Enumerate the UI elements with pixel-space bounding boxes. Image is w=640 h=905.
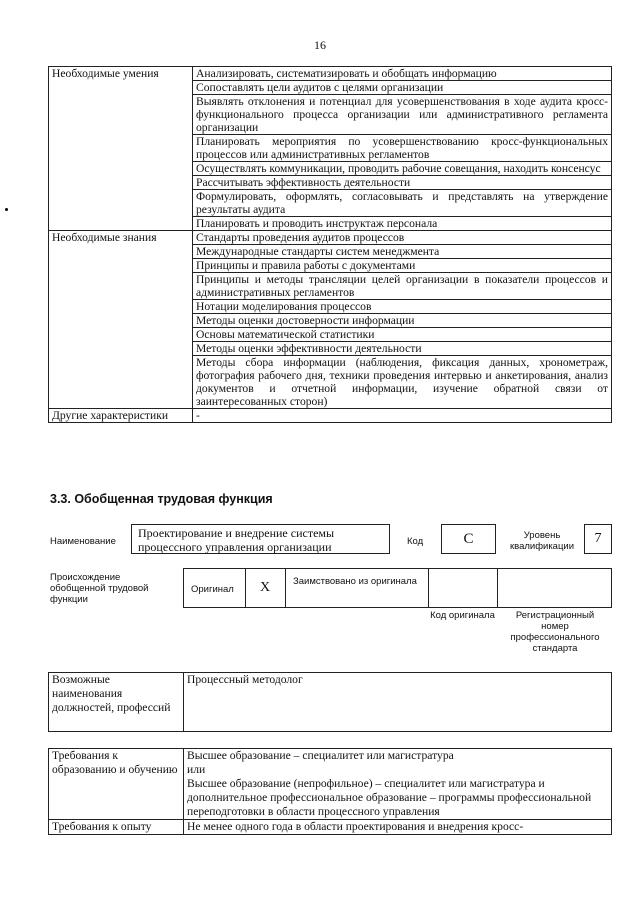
code-label: Код [407, 536, 424, 547]
skills-knowledge-table [48, 66, 612, 423]
origin-label: Происхождение обобщенной трудовой функции [50, 572, 149, 605]
table-row [49, 231, 612, 245]
table-row [49, 820, 612, 835]
skills-label: Необходимые умения [49, 67, 193, 231]
skill-item: Формулировать, оформлять, согласовывать и представлять на утверждение результаты аудита [193, 190, 612, 217]
knowledge-item: Принципы и методы трансляции целей организации в показатели процессов и административных регламентов [193, 273, 612, 300]
knowledge-item: Нотации моделирования процессов [193, 300, 612, 314]
skill-item: Планировать и проводить инструктаж персонала [193, 217, 612, 231]
experience-value: Не менее одного года в области проектирования и внедрения кросс- [184, 820, 612, 835]
knowledge-item: Методы сбора информации (наблюдения, фиксация данных, хронометраж, фотография рабочего дня, техники проведения интервью и анкетирования, анализ документов и отчетной информации, изучение обратной связи от заинтересованных сторон) [193, 356, 612, 409]
skill-item: Сопоставлять цели аудитов с целями организации [193, 81, 612, 95]
positions-label: Возможные наименования должностей, профессий [49, 673, 184, 732]
education-line: Высшее образование (непрофильное) – специалитет или магистратура и дополнительное профессиональное образование – программы профессиональной переподготовки в области процессного управления [187, 777, 592, 818]
code-original-caption: Код оригинала [430, 610, 495, 621]
function-name-box: Проектирование и внедрение системы процессного управления организации [131, 524, 390, 554]
name-label: Наименование [50, 536, 116, 547]
scan-speck [5, 208, 8, 211]
table-row [49, 673, 612, 732]
knowledge-item: Основы математической статистики [193, 328, 612, 342]
other-label: Другие характеристики [49, 409, 193, 423]
knowledge-label: Необходимые знания [49, 231, 193, 409]
knowledge-item: Стандарты проведения аудитов процессов [193, 231, 612, 245]
requirements-table [48, 748, 612, 835]
origin-divider [428, 568, 429, 608]
code-value-box: C [441, 524, 496, 554]
skill-item: Осуществлять коммуникации, проводить рабочие совещания, находить консенсус [193, 162, 612, 176]
original-mark: X [259, 580, 271, 595]
table-row [49, 67, 612, 81]
education-line: или [187, 763, 206, 776]
knowledge-item: Международные стандарты систем менеджмента [193, 245, 612, 259]
skill-item: Планировать мероприятия по усовершенствованию кросс-функциональных процессов или административных регламентов [193, 135, 612, 162]
skill-item: Выявлять отклонения и потенциал для усовершенствования в ходе аудита кросс-функционального процесса организации или административного регламента организации [193, 95, 612, 135]
knowledge-item: Методы оценки эффективности деятельности [193, 342, 612, 356]
level-value-box: 7 [584, 524, 612, 554]
origin-divider [285, 568, 286, 608]
positions-table [48, 672, 612, 732]
page-number: 16 [314, 38, 326, 52]
skill-item: Рассчитывать эффективность деятельности [193, 176, 612, 190]
level-label: Уровень квалификации [509, 530, 575, 552]
education-label: Требования к образованию и обучению [49, 749, 184, 820]
reg-number-caption: Регистрационный номер профессионального стандарта [510, 610, 600, 654]
original-label: Оригинал [191, 584, 234, 595]
skill-item: Анализировать, систематизировать и обобщать информацию [193, 67, 612, 81]
table-row [49, 409, 612, 423]
table-row [49, 749, 612, 820]
section-title: 3.3. Обобщенная трудовая функция [50, 492, 273, 506]
education-value [184, 749, 612, 820]
knowledge-item: Принципы и правила работы с документами [193, 259, 612, 273]
other-value: - [193, 409, 612, 423]
experience-label: Требования к опыту [49, 820, 184, 835]
education-line: Высшее образование – специалитет или магистратура [187, 749, 454, 762]
origin-divider [497, 568, 498, 608]
borrowed-label: Заимствовано из оригинала [293, 576, 417, 587]
knowledge-item: Методы оценки достоверности информации [193, 314, 612, 328]
positions-value: Процессный методолог [184, 673, 612, 732]
